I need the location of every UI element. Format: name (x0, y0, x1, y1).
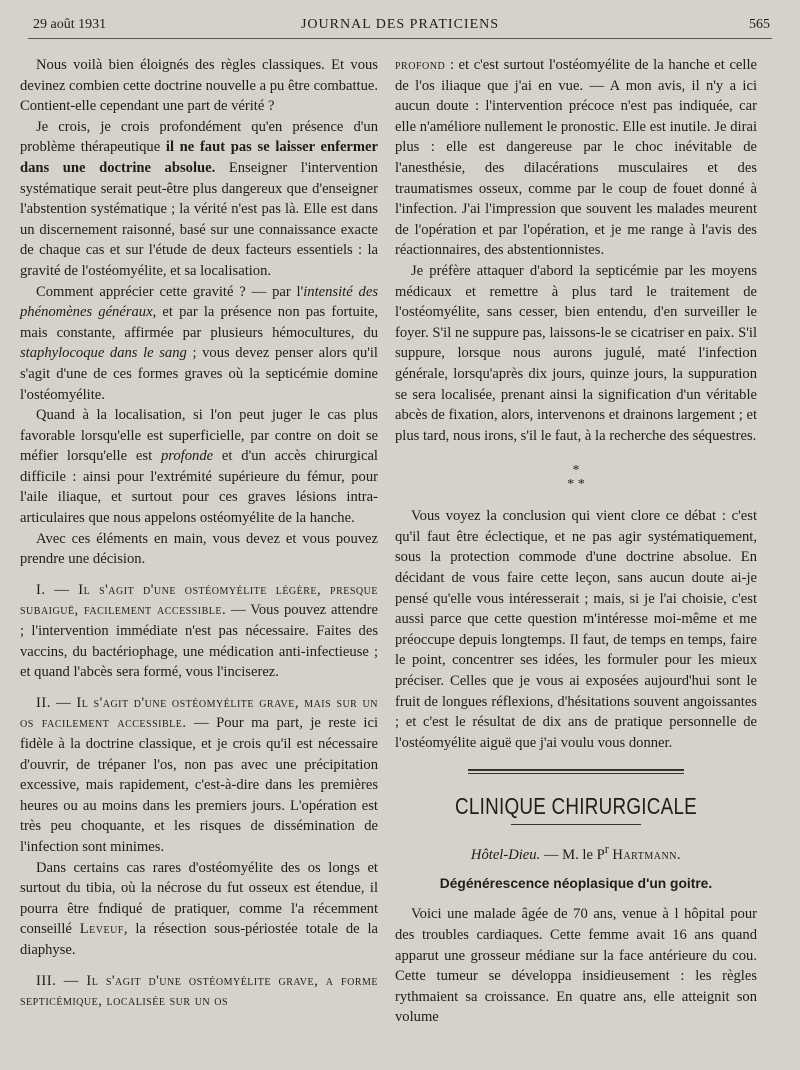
paragraph: Vous voyez la conclusion qui vient clore ce débat : c'est qu'il faut être éclectique, et ne pas agir systématiquement, sous la protection commode d'une doctrine absolue. En décidant de vous faire cette leçon, sans aucun doute ai-je pensé qu'elle vous intéresserait ; mais, si je l'ai choisie, c'est aussi parce que cette question m'intéresse moi-même et me préoccupe depuis longtemps. Il faut, de temps en temps, faire le point, concentrer ses idées, les formuler pour les mieux préciser. Celles que je vous ai exposées aujourd'hui sont le fruit de longues réflexions, d'hésitations souvent angoissantes ; et c'est le résultat de dix ans de pratique personnelle de l'ostéomyélite aiguë que j'ai voulu vous donner. (395, 508, 757, 751)
text: et d'un accès chirurgical difficile : ainsi pour l'extrémité supérieure du fémur, pour l'aile iliaque, et surtout pour ces graves lésions intra-articulaires que nous appelons ostéomyélite de la hanche. (20, 448, 378, 527)
text: : et c'est surtout l'ostéomyélite de la hanche et celle de l'os iliaque que j'ai en vue. — A mon avis, il n'y a ici aucun doute : l'intervention précoce n'est pas indiquée, car elle n'améliore nullement le pronostic. Elle est inutile. Je dirai plus : elle est dangereuse par le choc inévitable de l'anesthésie, des dilacérations musculaires et des traumatismes osseux, comme par le coup de fouet donné à l'infection. J'ai l'impression que souvent les malades meurent de l'opération et par l'opération, et je me range à l'avis des réactionnaires, des abstentionnistes. (395, 57, 757, 259)
hospital-name: Hôtel-Dieu. (470, 847, 541, 864)
paragraph (20, 405, 378, 529)
header-date: 29 août 1931 (33, 17, 107, 32)
author-name: Leveuf (79, 921, 124, 938)
paragraph: Avec ces éléments en main, vous devez et vous pouvez prendre une décision. (20, 530, 378, 568)
text: Quand à la localisation, si l'on peut juger le cas plus favorable lorsqu'elle est superficielle, par contre on doit se méfier lorsqu'elle est (20, 407, 378, 465)
section-heading: I. — Il s'agit d'une ostéomyélite légère, presque subaiguë, facilement accessible. (20, 581, 378, 619)
text: Enseigner l'intervention systématique serait peut-être plus dangereux que d'enseigner l'abstention systématique ; la vérité n'est pas là. Elle est dans un discernement raisonné, basé sur une connaissance exacte de chaque cas et sur l'étude de deux facteurs essentiels : la gravité de l'ostéomyélite, et sa localisation. (20, 159, 378, 279)
header-rule (28, 38, 772, 39)
small-caps-text: profond (395, 57, 446, 73)
left-column (20, 55, 378, 1012)
paragraph (20, 282, 378, 406)
asterism-top: * (572, 463, 580, 479)
italic-text: profonde (160, 448, 214, 465)
asterism (395, 464, 757, 492)
text: Dans certains cas rares d'ostéomyélite des os longs et surtout du tibia, où la nécrose du fut osseux est étendue, il pourra être fndiqué de pratiquer, comme l'a récemment conseillé (20, 859, 378, 938)
text: — Vous pouvez attendre ; l'intervention immédiate n'est pas nécessaire. Faites des vaccins, du bactériophage, une médication anti-infectieuse ; et quand l'abcès sera formé, vous l'inciserez. (20, 602, 378, 681)
title-underline (511, 824, 641, 825)
text: , la résection sous-périostée totale de la diaphyse. (20, 921, 378, 958)
text: Comment apprécier cette gravité ? — par l' (36, 283, 304, 300)
text: — M. le P (540, 847, 605, 864)
text: Je crois, je crois profondément qu'en présence d'un problème thérapeutique (20, 118, 378, 156)
author-name: Hartmann. (612, 847, 682, 864)
text: — Pour ma part, je reste ici fidèle à la doctrine classique, et je crois qu'il est nécessaire d'ouvrir, de trépaner l'os, non pas avec une précipitation excessive, mais rapidement, c'est-à-dire dans les premières heures ou au moins dans les premiers jours. L'opération est très peu choquante, et les risques de dissémination de l'infection sont minimes. (20, 715, 378, 855)
section-one (20, 580, 378, 683)
paragraph (20, 858, 378, 961)
section-three (20, 971, 378, 1012)
header-page-number: 565 (749, 17, 770, 32)
article-title: Dégénérescence néoplasique d'un goitre. (439, 875, 713, 891)
paragraph: Voici une malade âgée de 70 ans, venue à l hôpital pour des troubles cardiaques. Cette femme avait 16 ans quand apparut une grosseur médiane sur la face antérieure du cou. Cette tumeur se développa insidieusement : les règles rythmaient sa croissance. En quatre ans, elle atteignit son volume (395, 906, 757, 1026)
header-journal-title: JOURNAL DES PRATICIENS (300, 17, 500, 32)
section-divider (468, 769, 684, 774)
text: ; vous devez penser alors qu'il s'agit d'une de ces formes graves où la septicémie domine l'ostéomyélite. (20, 345, 378, 403)
italic-text: staphylocoque dans le sang (20, 345, 187, 362)
section-title: CLINIQUE CHIRURGICALE (454, 793, 698, 820)
section-two (20, 693, 378, 858)
paragraph (20, 117, 378, 282)
section-heading: III. — Il s'agit d'une ostéomyélite grave, a forme septicémique, localisée sur un os (20, 972, 378, 1010)
byline (395, 839, 757, 865)
superscript: r (604, 842, 609, 857)
section-heading: II. — Il s'agit d'une ostéomyélite grave, mais sur un os facilement accessible. (20, 694, 378, 732)
text: , et par la présence non pas fortuite, mais constante, affirmée par plusieurs hémocultures, du (20, 304, 378, 341)
bold-text: il ne faut pas se laisser enfermer dans une doctrine absolue. (20, 139, 379, 176)
asterism-bottom: * * (567, 477, 585, 493)
paragraph: Nous voilà bien éloignés des règles classiques. Et vous devinez combien cette doctrine nouvelle a pu être combattue. Contient-elle cependant une part de vérité ? (20, 57, 378, 115)
paragraph (395, 55, 757, 261)
italic-text: intensité des phénomènes généraux (20, 283, 378, 321)
paragraph: Je préfère attaquer d'abord la septicémie par les moyens médicaux et remettre à plus tard le traitement de l'ostéomyélite, sans cesser, bien entendu, d'en surveiller le foyer. S'il ne suppure pas, laissons-le se cicatriser en paix. S'il suppure, lorsque nous aurons jugulé, maté l'infection générale, lorsqu'après dix jours, quinze jours, la suppuration se sera localisée, prenant ainsi la signification d'un véritable abcès de fixation, alors, intervenons et drainons largement ; et plus tard, nous irons, s'il le faut, à la recherche des séquestres. (395, 262, 757, 444)
right-column (395, 55, 757, 1028)
